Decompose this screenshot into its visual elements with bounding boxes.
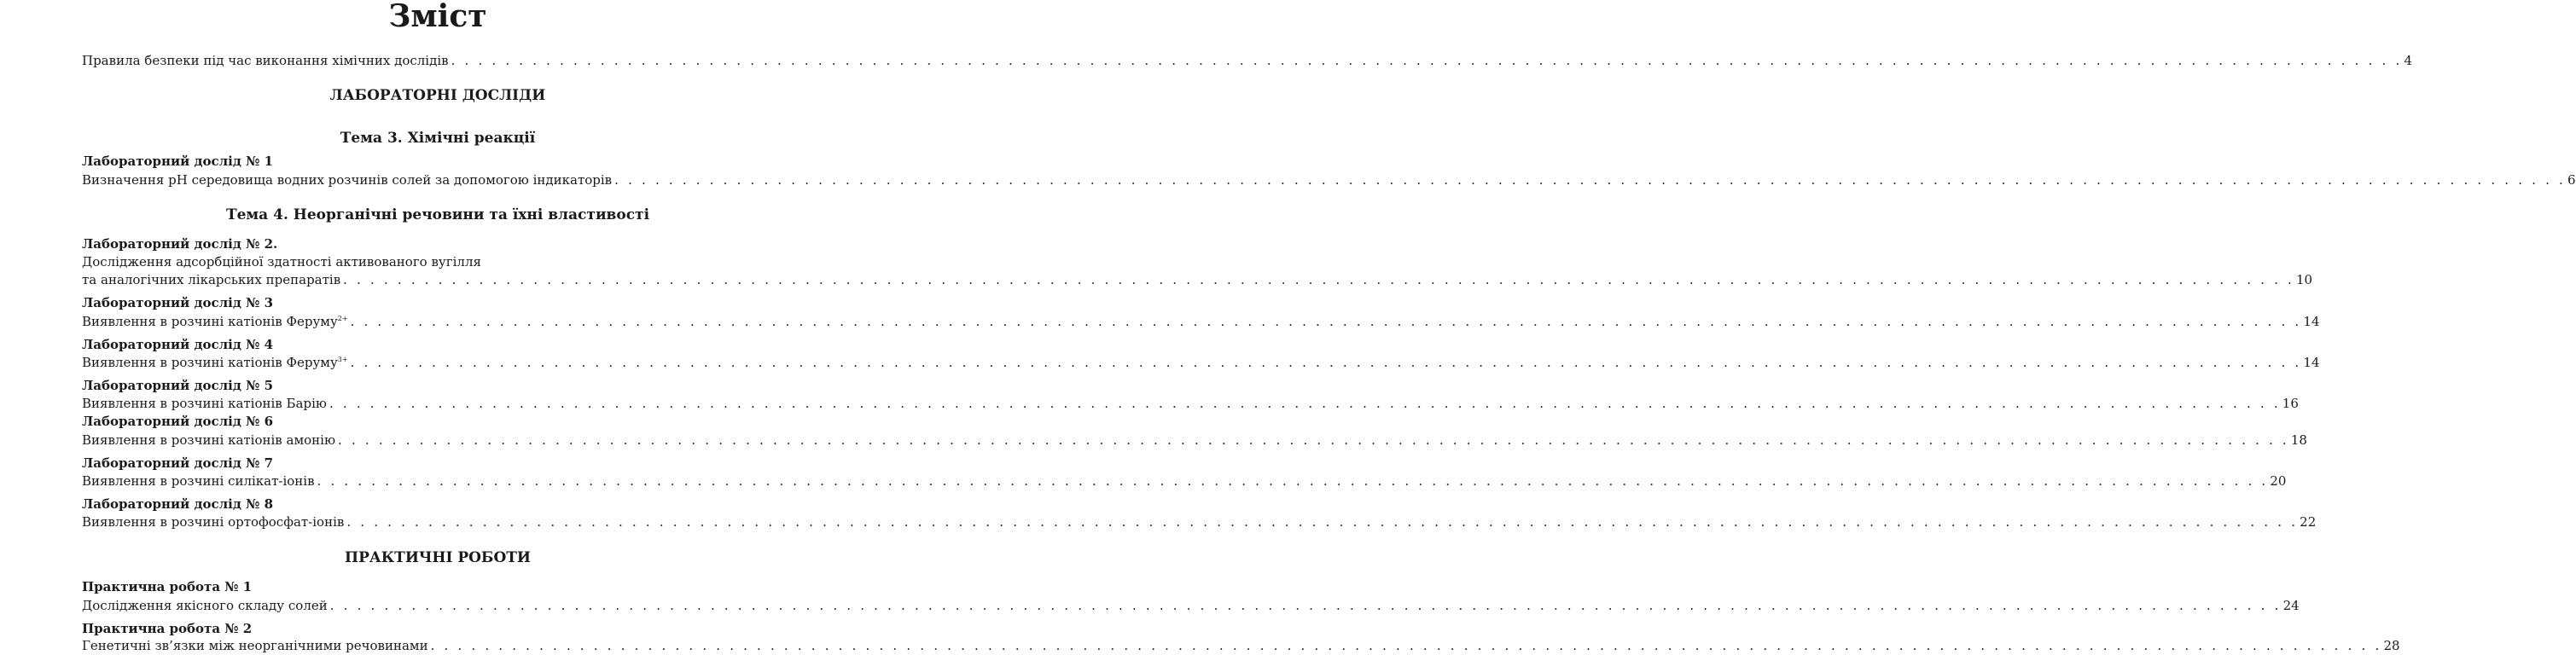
lab-heading-4: Лабораторний дослід № 4 xyxy=(82,337,274,352)
toc-entry-practical-2[interactable] xyxy=(82,637,2400,654)
toc-entry-practical-1[interactable] xyxy=(82,597,2300,614)
dot-leader: . . . . . . . . . . . . . . . . . . . . . . . . . . . . . . . . . . . . . . . . . . . . . . . . . . . . . . . . . . . . . . . . . . . . . . . . . . . . . . . . . . . . . . . . . . . . . . . . . . . . . . . . . . . . . . . . . . . . . . . . . . . . . . . . . . . . . . . . . . . . . . . . xyxy=(430,638,2382,653)
toc-entry-text: Визначення pH середовища водних розчинів солей за допомогою індикаторів xyxy=(82,172,613,188)
toc-entry-lab-2[interactable] xyxy=(82,271,2313,288)
toc-page-number: 24 xyxy=(2282,598,2300,613)
practical-heading-1: Практична робота № 1 xyxy=(82,579,253,594)
topic-heading-3: Тема 3. Хімічні реакції xyxy=(340,130,536,147)
dot-leader: . . . . . . . . . . . . . . . . . . . . . . . . . . . . . . . . . . . . . . . . . . . . . . . . . . . . . . . . . . . . . . . . . . . . . . . . . . . . . . . . . . . . . . . . . . . . . . . . . . . . . . . . . . . . . . . . . . . . . . . . . . . . . . . . . . . . . . . . . . . . . . . . xyxy=(329,598,2282,613)
toc-entry-text: Виявлення в розчині силікат-іонів xyxy=(82,473,315,489)
topic-heading-4: Тема 4. Неорганічні речовини та їхні властивості xyxy=(225,206,650,223)
dot-leader: . . . . . . . . . . . . . . . . . . . . . . . . . . . . . . . . . . . . . . . . . . . . . . . . . . . . . . . . . . . . . . . . . . . . . . . . . . . . . . . . . . . . . . . . . . . . . . . . . . . . . . . . . . . . . . . . . . . . . . . . . . . . . . . . . . . . . . . . . . . . . . . . xyxy=(343,272,2295,287)
toc-entry-lab-7[interactable] xyxy=(82,472,2287,490)
lab-heading-2: Лабораторний дослід № 2. xyxy=(82,236,278,252)
toc-entry-lab-1[interactable] xyxy=(82,171,2576,188)
lab-heading-5: Лабораторний дослід № 5 xyxy=(82,378,274,393)
dot-leader: . . . . . . . . . . . . . . . . . . . . . . . . . . . . . . . . . . . . . . . . . . . . . . . . . . . . . . . . . . . . . . . . . . . . . . . . . . . . . . . . . . . . . . . . . . . . . . . . . . . . . . . . . . . . . . . . . . . . . . . . . . . . . . . . . . . . . . . . . . . . . . . . xyxy=(614,172,2566,188)
toc-page-number: 20 xyxy=(2270,473,2287,489)
toc-entry-text: Виявлення в розчині ортофосфат-іонів xyxy=(82,514,345,530)
toc-entry-lab-6[interactable] xyxy=(82,432,2307,449)
dot-leader: . . . . . . . . . . . . . . . . . . . . . . . . . . . . . . . . . . . . . . . . . . . . . . . . . . . . . . . . . . . . . . . . . . . . . . . . . . . . . . . . . . . . . . . . . . . . . . . . . . . . . . . . . . . . . . . . . . . . . . . . . . . . . . . . . . . . . . . . . . . . . . . . xyxy=(338,432,2289,448)
toc-entry-text-line1: Дослідження адсорбційної здатності активованого вугілля xyxy=(82,254,481,270)
dot-leader: . . . . . . . . . . . . . . . . . . . . . . . . . . . . . . . . . . . . . . . . . . . . . . . . . . . . . . . . . . . . . . . . . . . . . . . . . . . . . . . . . . . . . . . . . . . . . . . . . . . . . . . . . . . . . . . . . . . . . . . . . . . . . . . . . . . . . . . . . . . . . . . . xyxy=(346,514,2299,530)
charge-superscript: 3+ xyxy=(337,356,348,363)
toc-entry-text: Генетичні зв’язки між неорганічними речовинами xyxy=(82,638,428,653)
toc-entry-lab-3[interactable] xyxy=(82,313,2320,330)
toc-page-number: 16 xyxy=(2282,396,2299,411)
toc-entry-text: та аналогічних лікарських препаратів xyxy=(82,272,341,287)
practical-heading-2: Практична робота № 2 xyxy=(82,621,253,636)
lab-heading-1: Лабораторний дослід № 1 xyxy=(82,154,274,169)
page-title: Зміст xyxy=(388,0,487,34)
charge-superscript: 2+ xyxy=(337,315,348,322)
lab-heading-3: Лабораторний дослід № 3 xyxy=(82,295,274,310)
toc-entry-lab-8[interactable] xyxy=(82,513,2317,530)
toc-entry-safety[interactable] xyxy=(82,52,2412,69)
toc-entry-text: Виявлення в розчині катіонів Феруму$^{2+}$ xyxy=(82,314,348,329)
lab-heading-7: Лабораторний дослід № 7 xyxy=(82,455,274,471)
lab-heading-8: Лабораторний дослід № 8 xyxy=(82,496,274,512)
dot-leader: . . . . . . . . . . . . . . . . . . . . . . . . . . . . . . . . . . . . . . . . . . . . . . . . . . . . . . . . . . . . . . . . . . . . . . . . . . . . . . . . . . . . . . . . . . . . . . . . . . . . . . . . . . . . . . . . . . . . . . . . . . . . . . . . . . . . . . . . . . . . . . . . xyxy=(317,473,2269,489)
toc-entry-text: Правила безпеки під час виконання хімічних дослідів xyxy=(82,53,449,68)
toc-entry-text: Виявлення в розчині катіонів амонію xyxy=(82,432,336,448)
toc-page-number: 10 xyxy=(2296,272,2313,287)
toc-page-number: 28 xyxy=(2383,638,2400,653)
toc-entry-lab-4[interactable] xyxy=(82,354,2320,371)
toc-page-number: 4 xyxy=(2404,53,2412,68)
toc-page-number: 18 xyxy=(2290,432,2307,448)
toc-page-number: 6 xyxy=(2567,172,2576,188)
toc-entry-text: Дослідження якісного складу солей xyxy=(82,598,328,613)
section-heading-practical: ПРАКТИЧНІ РОБОТИ xyxy=(345,549,531,566)
dot-leader: . . . . . . . . . . . . . . . . . . . . . . . . . . . . . . . . . . . . . . . . . . . . . . . . . . . . . . . . . . . . . . . . . . . . . . . . . . . . . . . . . . . . . . . . . . . . . . . . . . . . . . . . . . . . . . . . . . . . . . . . . . . . . . . . . . . . . . . . . . . . . . . . xyxy=(350,314,2302,329)
section-heading-lab: ЛАБОРАТОРНІ ДОСЛІДИ xyxy=(329,87,546,104)
dot-leader: . . . . . . . . . . . . . . . . . . . . . . . . . . . . . . . . . . . . . . . . . . . . . . . . . . . . . . . . . . . . . . . . . . . . . . . . . . . . . . . . . . . . . . . . . . . . . . . . . . . . . . . . . . . . . . . . . . . . . . . . . . . . . . . . . . . . . . . . . . . . . . . . xyxy=(350,355,2302,370)
toc-page-number: 22 xyxy=(2300,514,2317,530)
toc-entry-lab-5[interactable] xyxy=(82,395,2299,412)
lab-heading-6: Лабораторний дослід № 6 xyxy=(82,414,274,429)
toc-page-number: 14 xyxy=(2303,355,2320,370)
toc-entry-text: Виявлення в розчині катіонів Феруму$^{3+}$ xyxy=(82,355,348,370)
toc-entry-text: Виявлення в розчині катіонів Барію xyxy=(82,396,327,411)
toc-page-number: 14 xyxy=(2303,314,2320,329)
dot-leader: . . . . . . . . . . . . . . . . . . . . . . . . . . . . . . . . . . . . . . . . . . . . . . . . . . . . . . . . . . . . . . . . . . . . . . . . . . . . . . . . . . . . . . . . . . . . . . . . . . . . . . . . . . . . . . . . . . . . . . . . . . . . . . . . . . . . . . . . . . . . . . . . xyxy=(451,53,2403,68)
dot-leader: . . . . . . . . . . . . . . . . . . . . . . . . . . . . . . . . . . . . . . . . . . . . . . . . . . . . . . . . . . . . . . . . . . . . . . . . . . . . . . . . . . . . . . . . . . . . . . . . . . . . . . . . . . . . . . . . . . . . . . . . . . . . . . . . . . . . . . . . . . . . . . . . xyxy=(329,396,2281,411)
